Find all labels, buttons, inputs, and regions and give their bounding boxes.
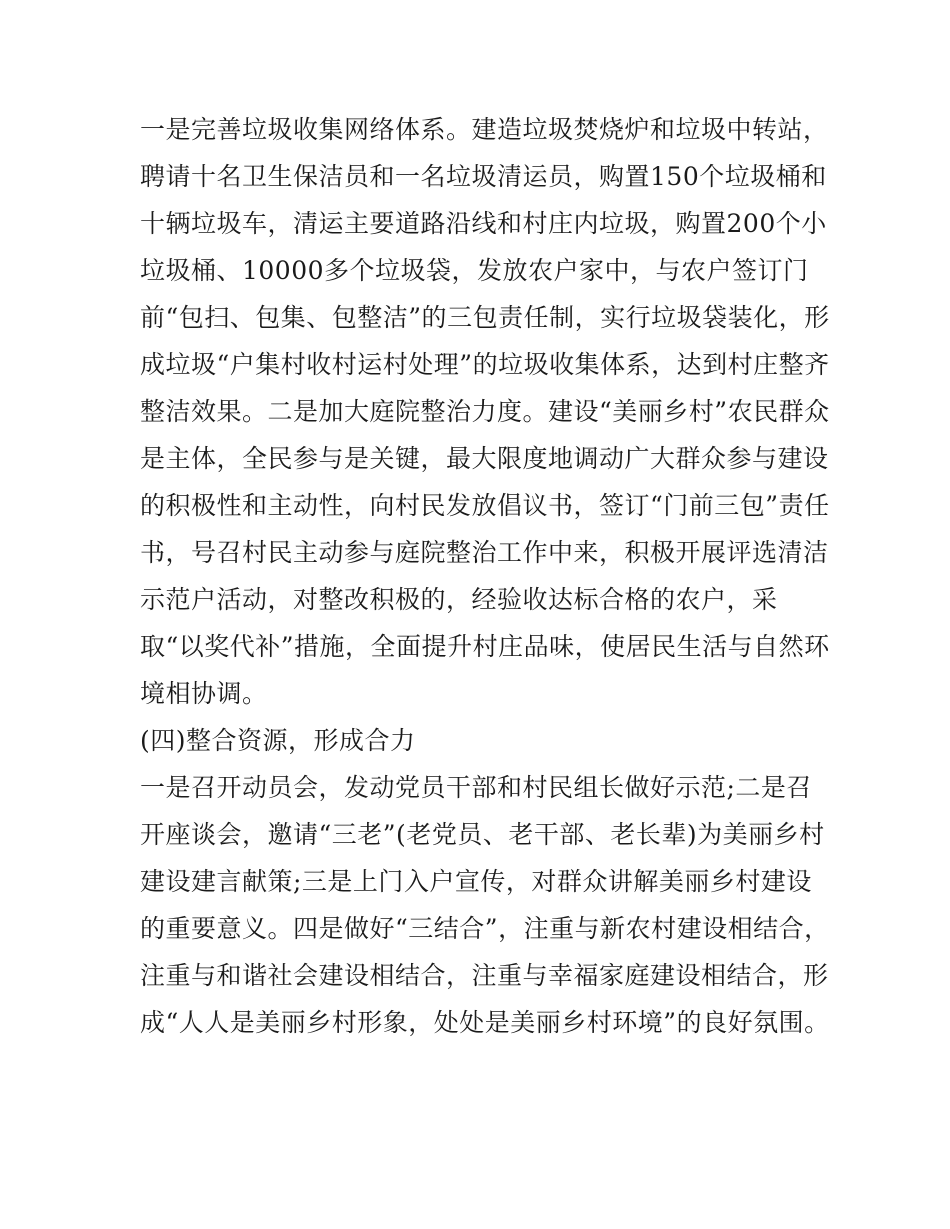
text-line: 成垃圾“户集村收村运村处理”的垃圾收集体系，达到村庄整齐	[140, 350, 830, 379]
text-line: 一是召开动员会，发动党员干部和村民组长做好示范;二是召	[140, 773, 812, 802]
text-line: 整洁效果。二是加大庭院整治力度。建设“美丽乡村”农民群众	[140, 397, 830, 426]
text-line: 开座谈会，邀请“三老”(老党员、老干部、老长辈)为美丽乡村	[140, 820, 825, 849]
text-line: 前“包扫、包集、包整洁”的三包责任制，实行垃圾袋装化，形	[140, 303, 830, 332]
text-line: 书，号召村民主动参与庭院整治工作中来，积极开展评选清洁	[140, 538, 829, 567]
text-line: 十辆垃圾车，清运主要道路沿线和村庄内垃圾，购置200个小	[140, 209, 827, 238]
text-line: 一是完善垃圾收集网络体系。建造垃圾焚烧炉和垃圾中转站，	[140, 115, 829, 144]
text-line: 的积极性和主动性，向村民发放倡议书，签订“门前三包”责任	[140, 491, 830, 520]
text-line: 垃圾桶、10000多个垃圾袋，发放农户家中，与农户签订门	[140, 256, 809, 285]
text-line: 的重要意义。四是做好“三结合”，注重与新农村建设相结合，	[140, 914, 830, 943]
text-line: 注重与和谐社会建设相结合，注重与幸福家庭建设相结合，形	[140, 961, 829, 990]
section-heading: (四)整合资源，形成合力	[140, 726, 416, 755]
text-line: 境相协调。	[140, 679, 268, 708]
text-line: 成“人人是美丽乡村形象，处处是美丽乡村环境”的良好氛围。	[140, 1008, 830, 1037]
text-line: 取“以奖代补”措施，全面提升村庄品味，使居民生活与自然环	[140, 632, 830, 661]
text-line: 建设建言献策;三是上门入户宣传，对群众讲解美丽乡村建设	[140, 867, 812, 896]
body-text	[140, 106, 830, 1046]
text-line: 示范户活动，对整改积极的，经验收达标合格的农户，采	[140, 585, 778, 614]
text-line: 是主体，全民参与是关键，最大限度地调动广大群众参与建设	[140, 444, 829, 473]
text-line: 聘请十名卫生保洁员和一名垃圾清运员，购置150个垃圾桶和	[140, 162, 827, 191]
